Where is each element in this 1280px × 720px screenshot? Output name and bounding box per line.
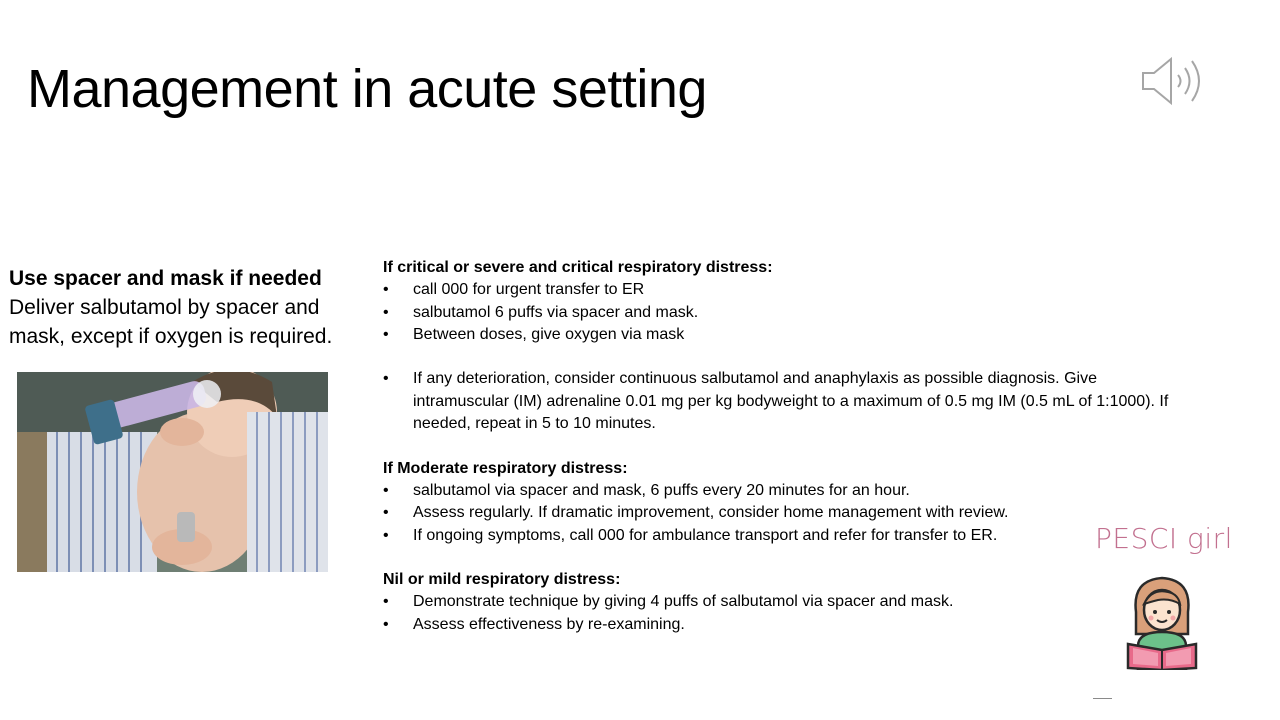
bullet-list — [383, 279, 1173, 346]
management-steps — [383, 257, 1173, 658]
critical-section — [383, 257, 1173, 435]
spacer-heading: Use spacer and mask if needed — [9, 267, 322, 290]
spacer-info — [9, 264, 359, 351]
list-item: • If ongoing symptoms, call 000 for ambulance transport and refer for transfer to ER. — [383, 525, 1173, 547]
list-item: • salbutamol 6 puffs via spacer and mask. — [383, 302, 1173, 324]
section-heading: If critical or severe and critical respiratory distress: — [383, 259, 773, 276]
speaker-volume-icon[interactable] — [1140, 55, 1204, 107]
bullet-list — [383, 591, 1173, 636]
list-item: • salbutamol via spacer and mask, 6 puffs every 20 minutes for an hour. — [383, 480, 1173, 502]
girl-reading-book-icon — [1122, 572, 1202, 670]
list-item: • Assess regularly. If dramatic improvement, consider home management with review. — [383, 502, 1173, 524]
list-item: • Between doses, give oxygen via mask — [383, 324, 1173, 346]
section-heading: Nil or mild respiratory distress: — [383, 571, 621, 589]
list-item: • Demonstrate technique by giving 4 puffs of salbutamol via spacer and mask. — [383, 591, 1173, 613]
spacer-description: Deliver salbutamol by spacer and mask, except if oxygen is required. — [9, 296, 333, 348]
child-using-spacer-photo — [17, 372, 328, 572]
brand-name: PESCI girl — [1095, 522, 1233, 555]
moderate-section — [383, 458, 1173, 547]
slide-title: Management in acute setting — [27, 59, 707, 119]
list-item: • Assess effectiveness by re-examining. — [383, 614, 1173, 636]
bullet-list — [383, 368, 1173, 435]
section-heading: If Moderate respiratory distress: — [383, 459, 628, 477]
divider — [1093, 698, 1112, 699]
list-item: • call 000 for urgent transfer to ER — [383, 279, 1173, 301]
bullet-list — [383, 480, 1173, 547]
mild-section — [383, 569, 1173, 636]
list-item: • If any deterioration, consider continuous salbutamol and anaphylaxis as possible diagnosis. Give intramuscular (IM) adrenaline 0.01 mg per kg bodyweight to a maximum of 0.5 mg IM (0.5 mL of 1:1000). If needed, repeat in 5 to 10 minutes. — [383, 368, 1173, 435]
